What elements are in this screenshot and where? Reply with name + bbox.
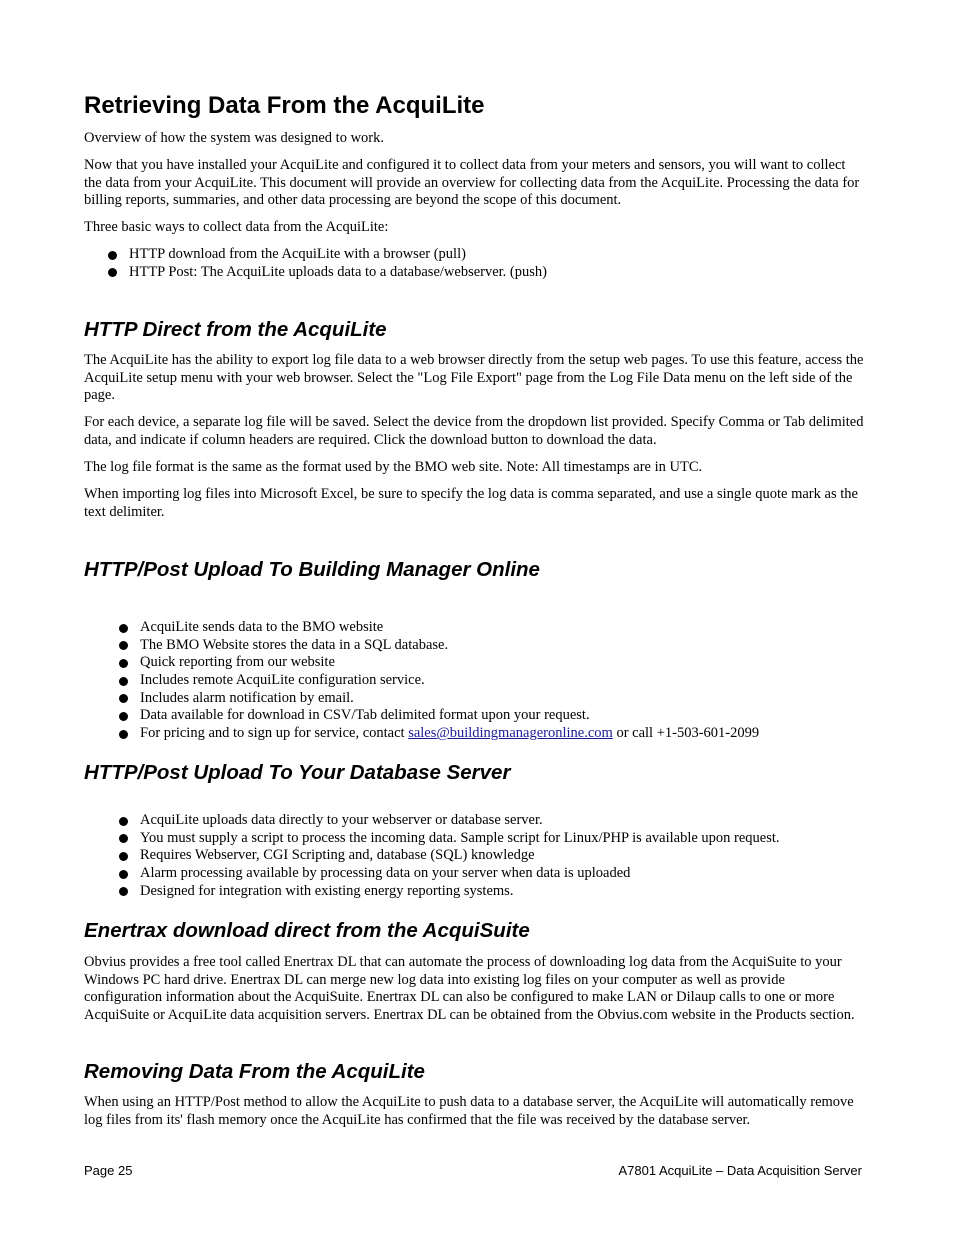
list-item: Includes alarm notification by email. <box>140 690 759 708</box>
list-item: Designed for integration with existing energy reporting systems. <box>140 883 780 901</box>
bullet-icon <box>119 694 128 703</box>
bullet-icon <box>119 870 128 879</box>
bullet-icon <box>108 268 117 277</box>
overview-text: Overview of how the system was designed to work. <box>84 130 385 146</box>
bullet-icon <box>119 852 128 861</box>
section-heading-removing: Removing Data From the AcquiLite <box>84 1060 425 1083</box>
intro-paragraph: Now that you have installed your AcquiLite and configured it to collect data from your meters and sensors, you will want to collect the data from your AcquiLite. This document will provide an overview for collecting data from the AcquiLite. Processing the data for billing reports, summaries, and other data processing are beyond the scope of this document. <box>84 157 860 209</box>
http-direct-paragraph-3: The log file format is the same as the format used by the BMO web site. Note: All timestamps are in UTC. <box>84 459 703 475</box>
sales-email-link[interactable]: sales@buildingmanageronline.com <box>408 725 613 742</box>
list-item: Requires Webserver, CGI Scripting and, database (SQL) knowledge <box>140 847 780 865</box>
section-heading-bmo-upload: HTTP/Post Upload To Building Manager Online <box>84 558 540 581</box>
list-item: Data available for download in CSV/Tab delimited format upon your request. <box>140 707 759 725</box>
bullet-icon <box>119 730 128 739</box>
http-direct-paragraph-2: For each device, a separate log file will be saved. Select the device from the dropdown list provided. Specify Comma or Tab delimited data, and indicate if column headers are required. Click the download button to download the data. <box>84 414 864 448</box>
db-upload-list <box>140 812 780 900</box>
list-item: Quick reporting from our website <box>140 654 759 672</box>
http-direct-paragraph-4: When importing log files into Microsoft Excel, be sure to specify the log data is comma separated, and use a single quote mark as the text delimiter. <box>84 486 858 520</box>
bullet-icon <box>119 712 128 721</box>
footer-document-title: A7801 AcquiLite – Data Acquisition Server <box>618 1163 862 1178</box>
bullet-icon <box>108 251 117 260</box>
list-item: For pricing and to sign up for service, contact sales@buildingmanageronline.com or call +1-503-601-2099 <box>140 725 759 743</box>
bullet-icon <box>119 624 128 633</box>
list-item: Alarm processing available by processing data on your server when data is uploaded <box>140 865 780 883</box>
list-item: The BMO Website stores the data in a SQL database. <box>140 637 759 655</box>
page-title: Retrieving Data From the AcquiLite <box>84 92 485 119</box>
footer-page-number: Page 25 <box>84 1163 133 1178</box>
list-item: You must supply a script to process the incoming data. Sample script for Linux/PHP is available upon request. <box>140 830 780 848</box>
bullet-icon <box>119 834 128 843</box>
list-item: HTTP Post: The AcquiLite uploads data to a database/webserver. (push) <box>129 264 547 282</box>
bullet-icon <box>119 641 128 650</box>
list-item: AcquiLite sends data to the BMO website <box>140 619 759 637</box>
ways-lead: Three basic ways to collect data from the AcquiLite: <box>84 219 389 235</box>
section-heading-enertrax: Enertrax download direct from the AcquiSuite <box>84 919 530 942</box>
bullet-icon <box>119 817 128 826</box>
bullet-icon <box>119 677 128 686</box>
list-item: HTTP download from the AcquiLite with a browser (pull) <box>129 246 547 264</box>
removing-paragraph: When using an HTTP/Post method to allow the AcquiLite to push data to a database server, the AcquiLite will automatically remove log files from its' flash memory once the AcquiLite has confirmed that the file was received by the database server. <box>84 1094 854 1128</box>
enertrax-paragraph: Obvius provides a free tool called Enertrax DL that can automate the process of downloading log data from the AcquiSuite to your Windows PC hard drive. Enertrax DL can merge new log data into existing log files on your computer as well as provide configuration information about the AcquiSuite. Enertrax DL can also be configured to make LAN or Dilaup calls to one or more AcquiSuite or AcquiLite data acquisition servers. Enertrax DL can be obtained from the Obvius.com website in the Products section. <box>84 954 855 1023</box>
section-heading-db-upload: HTTP/Post Upload To Your Database Server <box>84 761 511 784</box>
bullet-icon <box>119 887 128 896</box>
list-item: AcquiLite uploads data directly to your webserver or database server. <box>140 812 780 830</box>
section-heading-http-direct: HTTP Direct from the AcquiLite <box>84 318 387 341</box>
ways-list <box>129 246 547 281</box>
list-item: Includes remote AcquiLite configuration service. <box>140 672 759 690</box>
http-direct-paragraph-1: The AcquiLite has the ability to export log file data to a web browser directly from the setup web pages. To use this feature, access the AcquiLite setup menu with your web browser. Select the "Log File Export" page from the Log File Data menu on the left side of the page. <box>84 352 864 404</box>
bmo-upload-list <box>140 619 759 743</box>
bullet-icon <box>119 659 128 668</box>
